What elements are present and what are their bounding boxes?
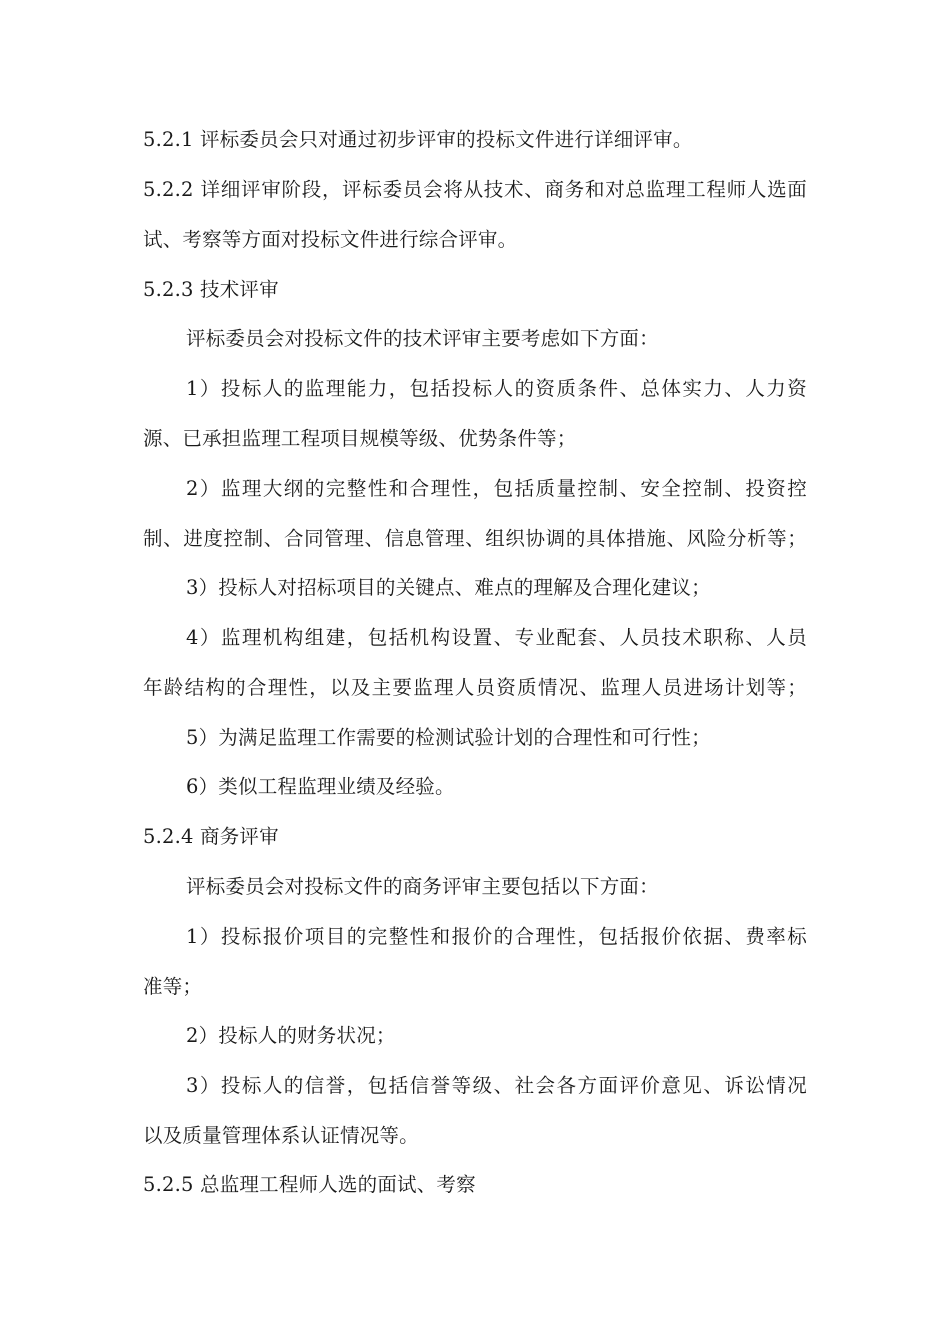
commercial-item-3-line-1: 3）投标人的信誉，包括信誉等级、社会各方面评价意见、诉讼情况 [186, 1074, 807, 1097]
heading-5-2-4: 5.2.4 商务评审 [143, 825, 279, 848]
commercial-item-1-line-2: 准等； [143, 975, 203, 998]
technical-item-4-line-1: 4）监理机构组建，包括机构设置、专业配套、人员技术职称、人员 [186, 626, 807, 649]
heading-5-2-3: 5.2.3 技术评审 [143, 278, 279, 301]
technical-item-2-line-1: 2）监理大纲的完整性和合理性，包括质量控制、安全控制、投资控 [186, 477, 807, 500]
technical-item-3: 3）投标人对招标项目的关键点、难点的理解及合理化建议； [186, 576, 711, 599]
commercial-item-1-line-1: 1）投标报价项目的完整性和报价的合理性，包括报价依据、费率标 [186, 925, 807, 948]
heading-5-2-5: 5.2.5 总监理工程师人选的面试、考察 [143, 1173, 476, 1196]
clause-5-2-2-line-2: 试、考察等方面对投标文件进行综合评审。 [143, 228, 518, 251]
commercial-review-intro: 评标委员会对投标文件的商务评审主要包括以下方面： [186, 875, 659, 898]
technical-item-4-line-2: 年龄结构的合理性，以及主要监理人员资质情况、监理人员进场计划等； [143, 676, 807, 699]
technical-item-1-line-2: 源、已承担监理工程项目规模等级、优势条件等； [143, 427, 577, 450]
clause-5-2-1: 5.2.1 评标委员会只对通过初步评审的投标文件进行详细评审。 [143, 128, 693, 151]
technical-item-2-line-2: 制、进度控制、合同管理、信息管理、组织协调的具体措施、风险分析等； [143, 527, 807, 550]
commercial-item-2: 2）投标人的财务状况； [186, 1024, 396, 1047]
technical-item-5: 5）为满足监理工作需要的检测试验计划的合理性和可行性； [186, 726, 711, 749]
clause-5-2-2-line-1: 5.2.2 详细评审阶段，评标委员会将从技术、商务和对总监理工程师人选面 [143, 178, 807, 201]
technical-review-intro: 评标委员会对投标文件的技术评审主要考虑如下方面： [186, 327, 659, 350]
technical-item-1-line-1: 1）投标人的监理能力，包括投标人的资质条件、总体实力、人力资 [186, 377, 807, 400]
technical-item-6: 6）类似工程监理业绩及经验。 [186, 775, 455, 798]
commercial-item-3-line-2: 以及质量管理体系认证情况等。 [143, 1124, 419, 1147]
